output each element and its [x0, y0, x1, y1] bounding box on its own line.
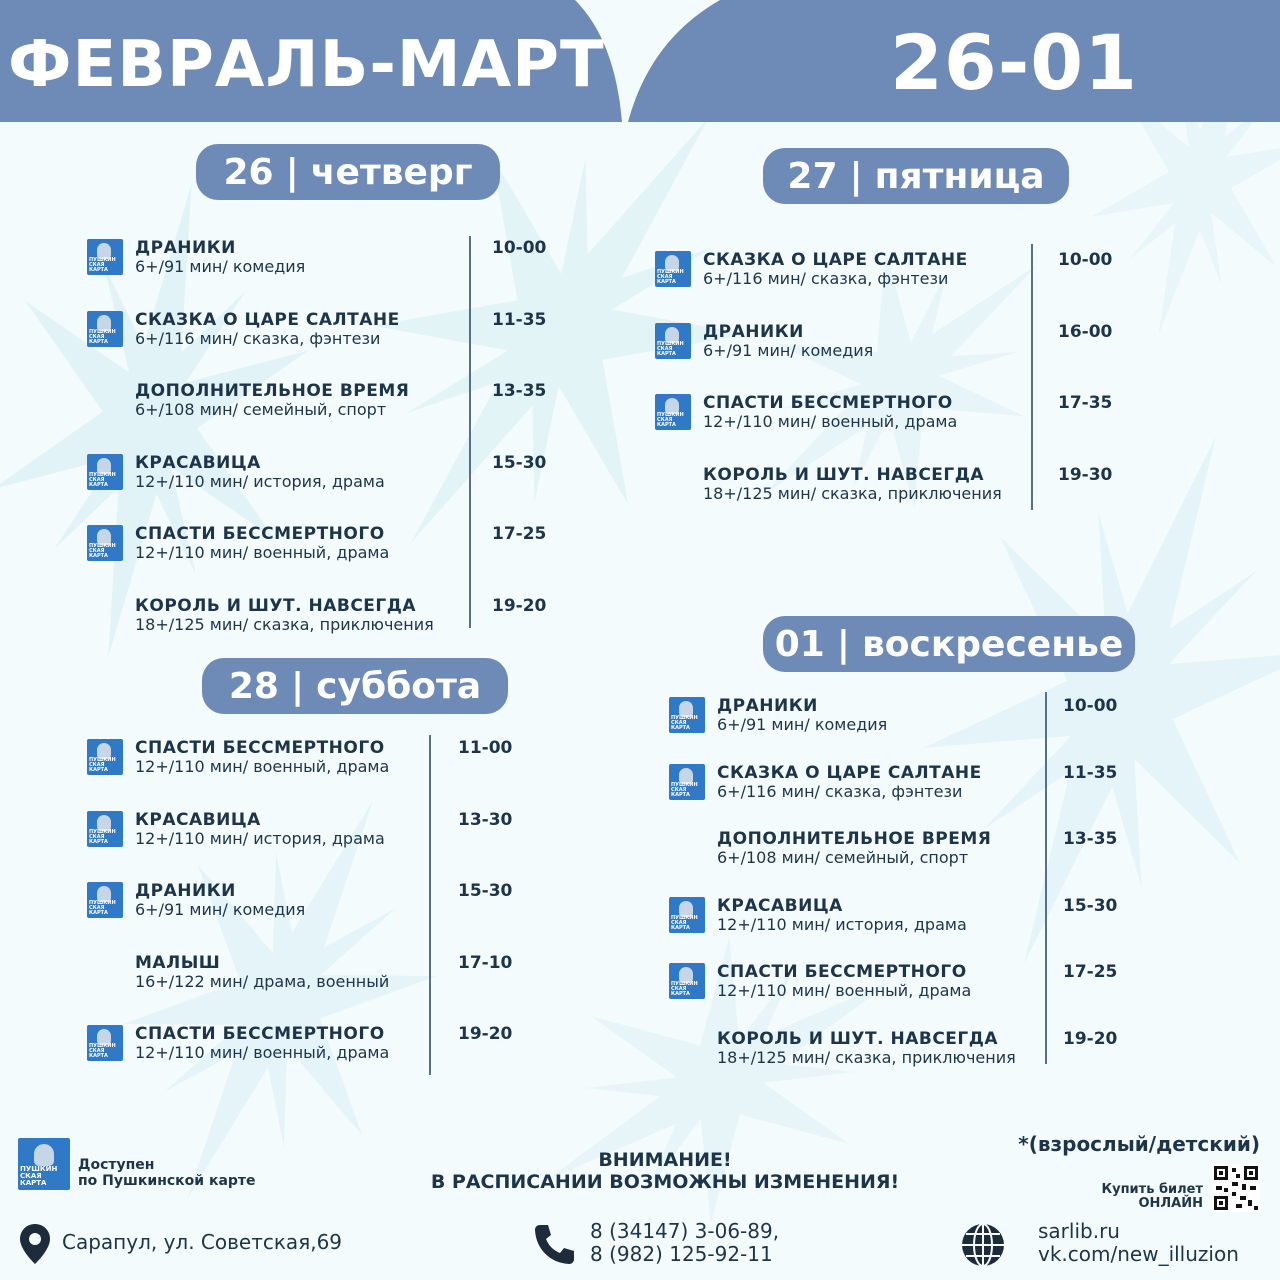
session-time[interactable]: 10-00: [492, 238, 547, 258]
movie-info: 6+/91 мин/ комедия: [703, 340, 874, 360]
day-number: 27: [787, 155, 838, 197]
session-time[interactable]: 11-35: [492, 309, 547, 330]
phone-2[interactable]: 8 (982) 125-92-11: [590, 1242, 773, 1266]
session-time[interactable]: 15-30: [1063, 895, 1118, 916]
movie-info: 6+/91 мин/ комедия: [717, 715, 888, 734]
movie-info: 12+/110 мин/ военный, драма: [135, 1043, 390, 1062]
session-time[interactable]: 19-20: [1063, 1028, 1118, 1049]
movie-info: 6+/91 мин/ комедия: [135, 900, 306, 919]
date-range: 26-01: [890, 18, 1139, 107]
session-time[interactable]: 17-25: [492, 524, 547, 544]
pushkin-card-badge-icon: ПУШКИН СКАЯ КАРТА: [655, 394, 691, 430]
buy-line1: Купить билет: [1101, 1182, 1203, 1197]
pushkin-card-badge-icon: ПУШКИН СКАЯ КАРТА: [87, 739, 123, 775]
pushkin-card-badge-icon: ПУШКИН СКАЯ КАРТА: [669, 764, 705, 800]
movie-title: СКАЗКА О ЦАРЕ САЛТАНЕ: [135, 309, 400, 330]
movie-info: 12+/110 мин/ военный, драма: [135, 543, 390, 562]
session-row[interactable]: [655, 321, 1138, 366]
session-row[interactable]: [87, 381, 572, 425]
schedule-warning: [400, 1149, 930, 1193]
day-header-thursday: 26 | четверг: [196, 144, 500, 200]
pushkin-card-badge-icon: ПУШКИН СКАЯ КАРТА: [87, 311, 123, 347]
session-time[interactable]: 10-00: [1058, 250, 1113, 270]
day-name: четверг: [310, 151, 473, 193]
address: Сарапул, ул. Советская,69: [62, 1230, 343, 1254]
divider-line: [1045, 692, 1047, 1064]
movie-title: ДРАНИКИ: [703, 321, 804, 342]
movie-title: СПАСТИ БЕССМЕРТНОГО: [135, 1024, 385, 1044]
pushkin-card-badge-icon: ПУШКИН СКАЯ КАРТА: [87, 239, 123, 275]
pushkin-card-badge-icon: ПУШКИН СКАЯ КАРТА: [669, 697, 705, 733]
movie-title: СКАЗКА О ЦАРЕ САЛТАНЕ: [703, 250, 968, 270]
movie-title: КРАСАВИЦА: [135, 809, 261, 830]
day-name: воскресенье: [861, 623, 1124, 665]
session-row[interactable]: [87, 738, 538, 782]
movie-title: КОРОЛЬ И ШУТ. НАВСЕГДА: [135, 595, 417, 616]
session-row[interactable]: [87, 452, 572, 497]
session-row[interactable]: [87, 881, 538, 925]
session-time[interactable]: 17-25: [1063, 962, 1118, 982]
movie-title: ДРАНИКИ: [135, 881, 236, 901]
globe-icon: [960, 1222, 1006, 1268]
day-name: пятница: [874, 155, 1045, 197]
session-row[interactable]: [669, 762, 1143, 807]
vk-link[interactable]: vk.com/new_illuzion: [1038, 1242, 1239, 1266]
warning-text: В РАСПИСАНИИ ВОЗМОЖНЫ ИЗМЕНЕНИЯ!: [430, 1171, 900, 1193]
pushkin-card-badge-icon: ПУШКИН СКАЯ КАРТА: [87, 525, 123, 561]
buy-line2: ОНЛАЙН: [1138, 1196, 1203, 1211]
web-links[interactable]: [1038, 1220, 1239, 1266]
movie-info: 12+/110 мин/ история, драма: [135, 471, 385, 491]
movie-title: КРАСАВИЦА: [135, 452, 261, 473]
session-time[interactable]: 10-00: [1063, 696, 1118, 716]
movie-title: МАЛЫШ: [135, 952, 221, 973]
session-row[interactable]: [669, 962, 1143, 1006]
session-row[interactable]: [669, 696, 1143, 740]
page-title: ФЕВРАЛЬ-МАРТ: [8, 28, 605, 102]
movie-info: 12+/110 мин/ военный, драма: [135, 757, 390, 776]
session-row[interactable]: [87, 524, 572, 568]
session-time[interactable]: 17-35: [1058, 393, 1113, 413]
movie-info: 12+/110 мин/ история, драма: [135, 828, 385, 848]
pushkin-card-logo: ПУШКИН СКАЯ КАРТА: [18, 1138, 70, 1190]
buy-online-link[interactable]: [1090, 1183, 1203, 1211]
pushkin-card-badge-icon: ПУШКИН СКАЯ КАРТА: [87, 811, 123, 847]
movie-title: КРАСАВИЦА: [717, 895, 843, 916]
pushkin-card-badge-icon: ПУШКИН СКАЯ КАРТА: [655, 251, 691, 287]
day-number: 26: [223, 151, 274, 193]
pushkin-card-badge-icon: ПУШКИН СКАЯ КАРТА: [87, 882, 123, 918]
phone-icon: [532, 1222, 576, 1266]
session-row[interactable]: [669, 895, 1143, 940]
movie-title: ДРАНИКИ: [717, 696, 818, 716]
session-time[interactable]: 11-00: [458, 738, 513, 758]
session-row[interactable]: [655, 464, 1138, 509]
movie-title: КОРОЛЬ И ШУТ. НАВСЕГДА: [717, 1028, 999, 1049]
session-time[interactable]: 19-20: [492, 595, 547, 616]
pushkin-note: [78, 1157, 256, 1189]
price-note: *(взрослый/детский): [1018, 1132, 1260, 1156]
session-row[interactable]: [87, 309, 572, 354]
session-time[interactable]: 17-10: [458, 952, 513, 973]
divider-line: [469, 236, 471, 628]
pushkin-note-line2: по Пушкинской карте: [78, 1173, 256, 1189]
movie-info: 12+/110 мин/ военный, драма: [703, 412, 958, 431]
day-number: 28: [228, 665, 279, 707]
session-time[interactable]: 13-30: [458, 809, 513, 830]
movie-title: СПАСТИ БЕССМЕРТНОГО: [135, 524, 385, 544]
session-time[interactable]: 15-30: [458, 881, 513, 901]
day-header-saturday: 28 | суббота: [202, 658, 508, 714]
day-header-friday: 27 | пятница: [763, 148, 1069, 204]
day-header-sunday: 01 | воскресенье: [763, 616, 1135, 672]
movie-title: СПАСТИ БЕССМЕРТНОГО: [135, 738, 385, 758]
movie-info: 6+/116 мин/ сказка, фэнтези: [717, 781, 963, 801]
pushkin-note-line1: Доступен: [78, 1157, 155, 1173]
session-row[interactable]: [669, 829, 1143, 873]
session-time[interactable]: 13-35: [492, 381, 547, 401]
movie-title: ДОПОЛНИТЕЛЬНОЕ ВРЕМЯ: [717, 829, 992, 849]
movie-info: 6+/116 мин/ сказка, фэнтези: [703, 269, 949, 288]
session-time[interactable]: 13-35: [1063, 829, 1118, 849]
location-pin-icon: [18, 1222, 52, 1266]
site-link[interactable]: sarlib.ru: [1038, 1219, 1120, 1243]
movie-info: 6+/108 мин/ семейный, спорт: [717, 848, 969, 867]
movie-title: ДРАНИКИ: [135, 238, 236, 258]
session-row[interactable]: [87, 952, 538, 997]
session-row[interactable]: [87, 809, 538, 854]
pushkin-card-badge-icon: ПУШКИН СКАЯ КАРТА: [669, 963, 705, 999]
movie-info: 12+/110 мин/ история, драма: [717, 914, 967, 934]
session-time[interactable]: 11-35: [1063, 762, 1118, 783]
session-row[interactable]: [87, 238, 572, 282]
movie-title: КОРОЛЬ И ШУТ. НАВСЕГДА: [703, 464, 985, 485]
movie-info: 18+/125 мин/ сказка, приключения: [717, 1047, 1016, 1067]
session-row[interactable]: [655, 250, 1138, 294]
movie-title: СПАСТИ БЕССМЕРТНОГО: [703, 393, 953, 413]
session-time[interactable]: 19-20: [458, 1024, 513, 1044]
pushkin-card-badge-icon: ПУШКИН СКАЯ КАРТА: [87, 454, 123, 490]
movie-title: СКАЗКА О ЦАРЕ САЛТАНЕ: [717, 762, 982, 783]
qr-code-icon[interactable]: [1212, 1164, 1260, 1212]
session-time[interactable]: 15-30: [492, 452, 547, 473]
session-row[interactable]: [669, 1028, 1143, 1073]
movie-title: ДОПОЛНИТЕЛЬНОЕ ВРЕМЯ: [135, 381, 410, 401]
day-number: 01: [774, 623, 825, 665]
movie-info: 16+/122 мин/ драма, военный: [135, 971, 390, 991]
movie-info: 6+/91 мин/ комедия: [135, 257, 306, 276]
movie-info: 6+/108 мин/ семейный, спорт: [135, 400, 387, 419]
movie-info: 18+/125 мин/ сказка, приключения: [703, 483, 1002, 503]
movie-info: 6+/116 мин/ сказка, фэнтези: [135, 328, 381, 348]
movie-info: 18+/125 мин/ сказка, приключения: [135, 614, 434, 634]
session-time[interactable]: 16-00: [1058, 321, 1113, 342]
movie-info: 12+/110 мин/ военный, драма: [717, 981, 972, 1000]
session-row[interactable]: [87, 1024, 538, 1068]
pushkin-card-badge-icon: ПУШКИН СКАЯ КАРТА: [655, 323, 691, 359]
pushkin-card-badge-icon: ПУШКИН СКАЯ КАРТА: [669, 897, 705, 933]
day-name: суббота: [316, 665, 482, 707]
phone-numbers[interactable]: [590, 1220, 779, 1266]
warning-title: ВНИМАНИЕ!: [598, 1149, 732, 1171]
movie-title: СПАСТИ БЕССМЕРТНОГО: [717, 962, 967, 982]
session-row[interactable]: [655, 393, 1138, 437]
phone-1[interactable]: 8 (34147) 3-06-89,: [590, 1219, 780, 1243]
pushkin-card-badge-icon: ПУШКИН СКАЯ КАРТА: [87, 1025, 123, 1061]
session-time[interactable]: 19-30: [1058, 464, 1113, 485]
session-row[interactable]: [87, 595, 572, 640]
